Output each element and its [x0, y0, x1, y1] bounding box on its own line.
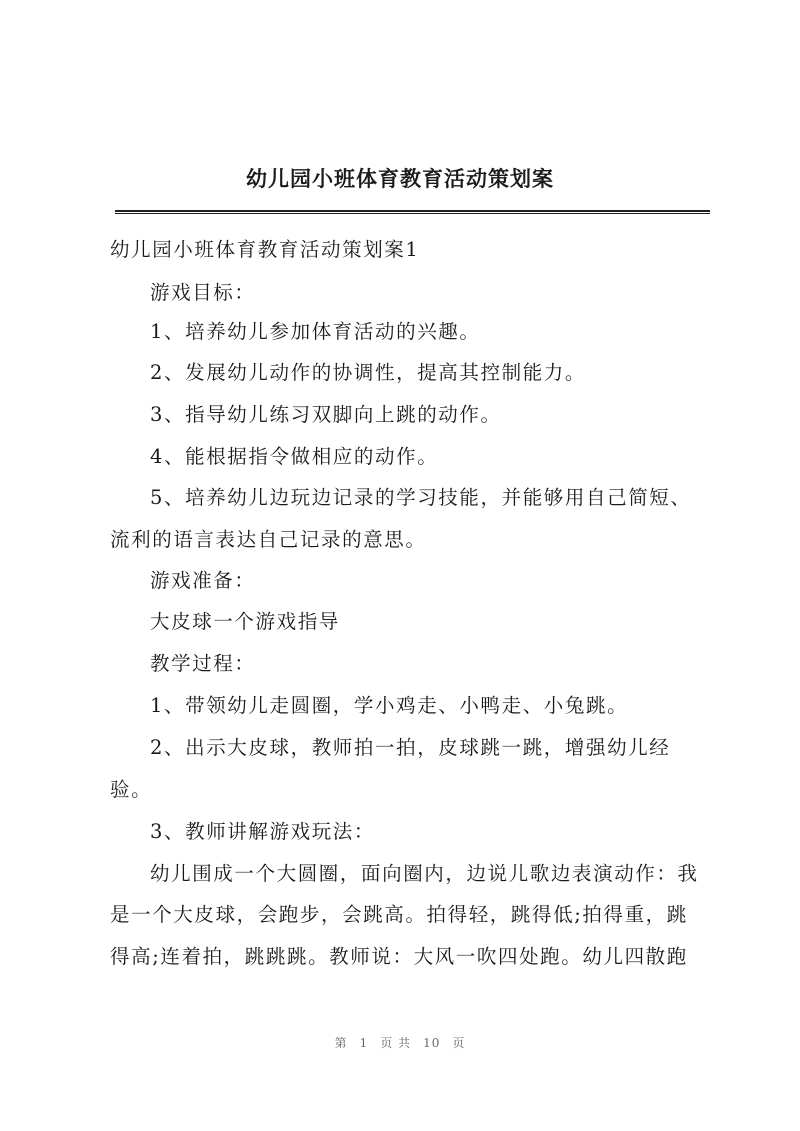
paragraph-line: 3、指导幼儿练习双脚向上跳的动作。 — [150, 403, 502, 426]
page-footer — [0, 1034, 800, 1051]
document-title: 幼儿园小班体育教育活动策划案 — [246, 166, 554, 191]
footer-middle: 页 共 — [380, 1036, 412, 1050]
paragraph-line: 4、能根据指令做相应的动作。 — [150, 445, 439, 468]
paragraph-line: 2、发展幼儿动作的协调性，提高其控制能力。 — [150, 361, 587, 384]
paragraph-line: 大皮球一个游戏指导 — [150, 610, 340, 633]
footer-prefix: 第 — [334, 1036, 348, 1050]
paragraph-line: 教学过程： — [150, 652, 256, 675]
paragraph-line: 1、带领幼儿走圆圈，学小鸡走、小鸭走、小兔跳。 — [150, 694, 629, 717]
paragraph-line: 流利的语言表达自己记录的意思。 — [110, 528, 427, 551]
footer-suffix: 页 — [452, 1036, 466, 1050]
section-heading: 幼儿园小班体育教育活动策划案1 — [110, 238, 420, 261]
footer-total-pages: 10 — [423, 1036, 441, 1050]
paragraph-line: 得高;连着拍，跳跳跳。教师说：大风一吹四处跑。幼儿四散跑 — [110, 945, 688, 968]
paragraph-line: 是一个大皮球，会跑步，会跳高。拍得轻，跳得低;拍得重，跳 — [110, 903, 688, 926]
paragraph-line: 5、培养幼儿边玩边记录的学习技能，并能够用自己简短、 — [150, 486, 692, 509]
paragraph-line: 1、培养幼儿参加体育活动的兴趣。 — [150, 320, 481, 343]
paragraph-line: 游戏目标： — [150, 281, 256, 304]
paragraph-line: 幼儿围成一个大圆圈，面向圈内，边说儿歌边表演动作：我 — [150, 862, 699, 885]
footer-page-number: 1 — [359, 1036, 369, 1050]
paragraph-line: 游戏准备： — [150, 569, 256, 592]
paragraph-line: 2、出示大皮球，教师拍一拍，皮球跳一跳，增强幼儿经 — [150, 736, 671, 759]
paragraph-line: 3、教师讲解游戏玩法： — [150, 820, 376, 843]
title-divider — [115, 210, 710, 214]
paragraph-line: 验。 — [110, 778, 153, 801]
